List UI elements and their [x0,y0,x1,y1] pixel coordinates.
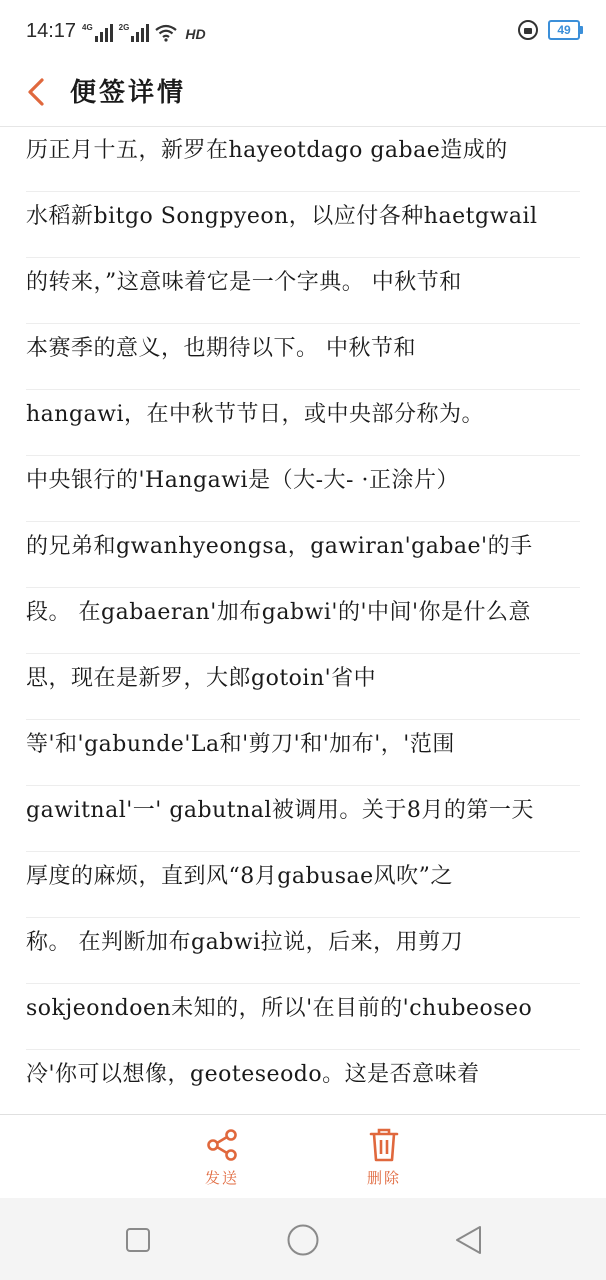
recent-apps-button[interactable] [120,1222,156,1258]
send-label: 发送 [204,1169,239,1187]
note-content[interactable] [26,126,580,1114]
note-line: hangawi，在中秋节节日，或中央部分称为。 [26,390,580,456]
note-line: gawitnal'一' gabutnal被调用。关于8月的第一天 [26,786,580,852]
triangle-back-icon [453,1224,483,1256]
hd-badge: HD [185,26,206,42]
delete-button[interactable] [344,1127,424,1188]
nav-back-button[interactable] [450,1222,486,1258]
square-icon [125,1227,151,1253]
note-line: 历正月十五，新罗在hayeotdago gabae造成的 [26,126,580,192]
delete-label: 删除 [366,1169,401,1187]
status-bar [0,0,606,64]
trash-icon [366,1127,402,1163]
send-button[interactable] [182,1127,262,1188]
note-line: 本赛季的意义，也期待以下。 中秋节和 [26,324,580,390]
circle-icon [286,1223,320,1257]
battery-icon: 49 [548,20,580,40]
note-line: 思，现在是新罗，大郎gotoin'省中 [26,654,580,720]
back-button[interactable] [18,70,54,114]
wifi-icon [155,24,177,42]
system-nav-bar [0,1198,606,1280]
note-line: 冷'你可以想像，geoteseodo。这是否意味着 [26,1050,580,1114]
home-button[interactable] [285,1222,321,1258]
note-line: 厚度的麻烦，直到风“8月gabusae风吹”之 [26,852,580,918]
note-line: sokjeondoen未知的，所以'在目前的'chubeoseo [26,984,580,1050]
chevron-left-icon [26,77,46,107]
rotation-lock-icon [518,20,538,40]
share-icon [204,1127,240,1163]
signal-icon-2 [131,24,149,42]
status-icons-left [82,20,206,42]
page-title: 便签详情 [70,78,187,108]
note-line: 称。 在判断加布gabwi拉说，后来，用剪刀 [26,918,580,984]
action-bar [0,1114,606,1199]
network-type-label: 4G [82,23,93,32]
status-time: 14:17 [26,20,77,42]
note-line: 中央银行的'Hangawi是（大-大- ·正涂片） [26,456,580,522]
status-icons-right [518,20,580,40]
signal-icon [95,24,113,42]
app-header [0,64,606,127]
network-type-label-2: 2G [118,23,130,32]
note-line: 等'和'gabunde'La和'剪刀'和'加布'，'范围 [26,720,580,786]
note-line: 段。 在gabaeran'加布gabwi'的'中间'你是什么意 [26,588,580,654]
note-line: 的兄弟和gwanhyeongsa，gawiran'gabae'的手 [26,522,580,588]
note-line: 的转来，”这意味着它是一个字典。 中秋节和 [26,258,580,324]
note-line: 水稻新bitgo Songpyeon，以应付各种haetgwail [26,192,580,258]
